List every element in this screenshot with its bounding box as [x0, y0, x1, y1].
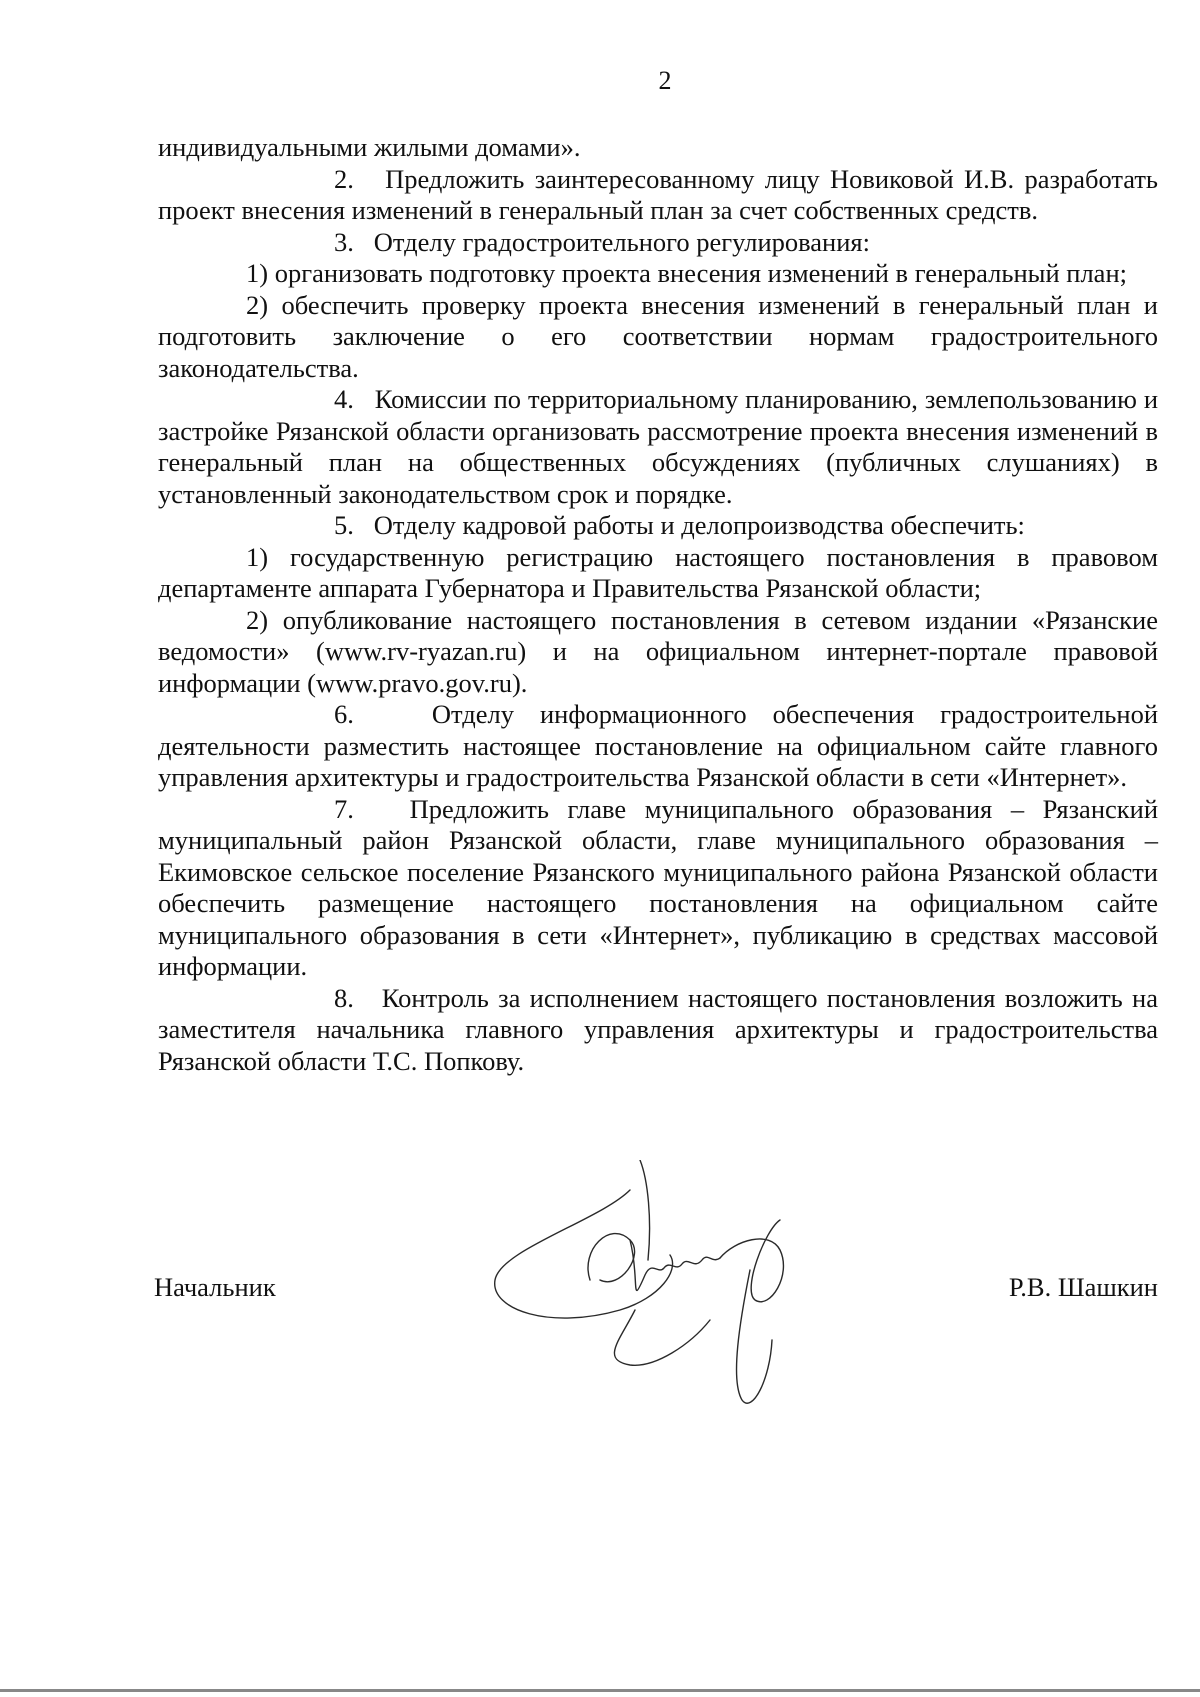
item-number: 3.	[334, 226, 354, 257]
signature-block	[154, 1272, 1158, 1332]
paragraph-text: 1) государственную регистрацию настоящего постановления в правовом департаменте аппарата Губернатора и Правительства Рязанской области;	[158, 541, 1158, 603]
item-number: 5.	[334, 510, 354, 540]
paragraph-item-7	[158, 794, 1158, 983]
paragraph-item-4	[158, 384, 1158, 510]
paragraph-item-3	[158, 227, 1158, 259]
paragraph-subitem-5-1	[158, 542, 1158, 605]
item-number: 8.	[334, 982, 354, 1013]
item-number: 2.	[334, 163, 354, 194]
paragraph-text: Отделу информационного обеспечения градостроительной деятельности разместить настоящее постановление на официальном сайте главного управления архитектуры и градостроительства Рязанской области в сети «Интернет».	[158, 699, 1159, 792]
paragraph-item-8	[158, 983, 1158, 1078]
bottom-border-line	[0, 1689, 1200, 1692]
paragraph-text: Предложить заинтересованному лицу Новиковой И.В. разработать проект внесения изменений в генеральный план за счет собственных средств.	[158, 163, 1158, 225]
paragraph-text: 2) опубликование настоящего постановления в сетевом издании «Рязанские ведомости» (www.rv-ryazan.ru) и на официальном интернет-портале правовой информации (www.pravo.gov.ru).	[158, 604, 1158, 698]
signer-title: Начальник	[154, 1272, 276, 1302]
paragraph-text: Отделу градостроительного регулирования:	[373, 226, 870, 257]
paragraph-text: индивидуальными жилыми домами».	[158, 132, 581, 162]
paragraph-item-2	[158, 164, 1158, 227]
paragraph-text: 2) обеспечить проверку проекта внесения изменений в генеральный план и подготовить заключение о его соответствии нормам градостроительного законодательства.	[158, 289, 1158, 383]
paragraph-item-5	[158, 510, 1158, 542]
paragraph-text: Предложить главе муниципального образования – Рязанский муниципальный район Рязанской области, главе муниципального образования – Екимовское сельское поселение Рязанского муниципального района Рязанской области обеспечить размещение настоящего постановления на официальном сайте муниципального образования в сети «Интернет», публикацию в средствах массовой информации.	[158, 793, 1158, 981]
paragraph-text: 1) организовать подготовку проекта внесения изменений в генеральный план;	[246, 258, 1127, 288]
paragraph-continuation	[158, 132, 1158, 164]
paragraph-text: Комиссии по территориальному планированию, землепользованию и застройке Рязанской области организовать рассмотрение проекта внесения изменений в генеральный план на общественных обсуждениях (публичных слушаниях) в установленный законодательством срок и порядке.	[158, 384, 1158, 509]
paragraph-text: Контроль за исполнением настоящего постановления возложить на заместителя начальника главного управления архитектуры и градостроительства Рязанской области Т.С. Попкову.	[158, 982, 1158, 1076]
paragraph-text: Отделу кадровой работы и делопроизводства обеспечить:	[373, 510, 1025, 540]
signer-name: Р.В. Шашкин	[1008, 1272, 1158, 1302]
paragraph-subitem-3-2	[158, 290, 1158, 385]
item-number: 7.	[334, 793, 354, 824]
item-number: 6.	[334, 699, 354, 729]
paragraph-subitem-5-2	[158, 605, 1158, 700]
paragraph-item-6	[158, 699, 1158, 794]
item-number: 4.	[334, 384, 354, 414]
page-number: 2	[658, 66, 672, 95]
paragraph-subitem-3-1	[158, 258, 1158, 290]
document-body	[158, 132, 1158, 1077]
